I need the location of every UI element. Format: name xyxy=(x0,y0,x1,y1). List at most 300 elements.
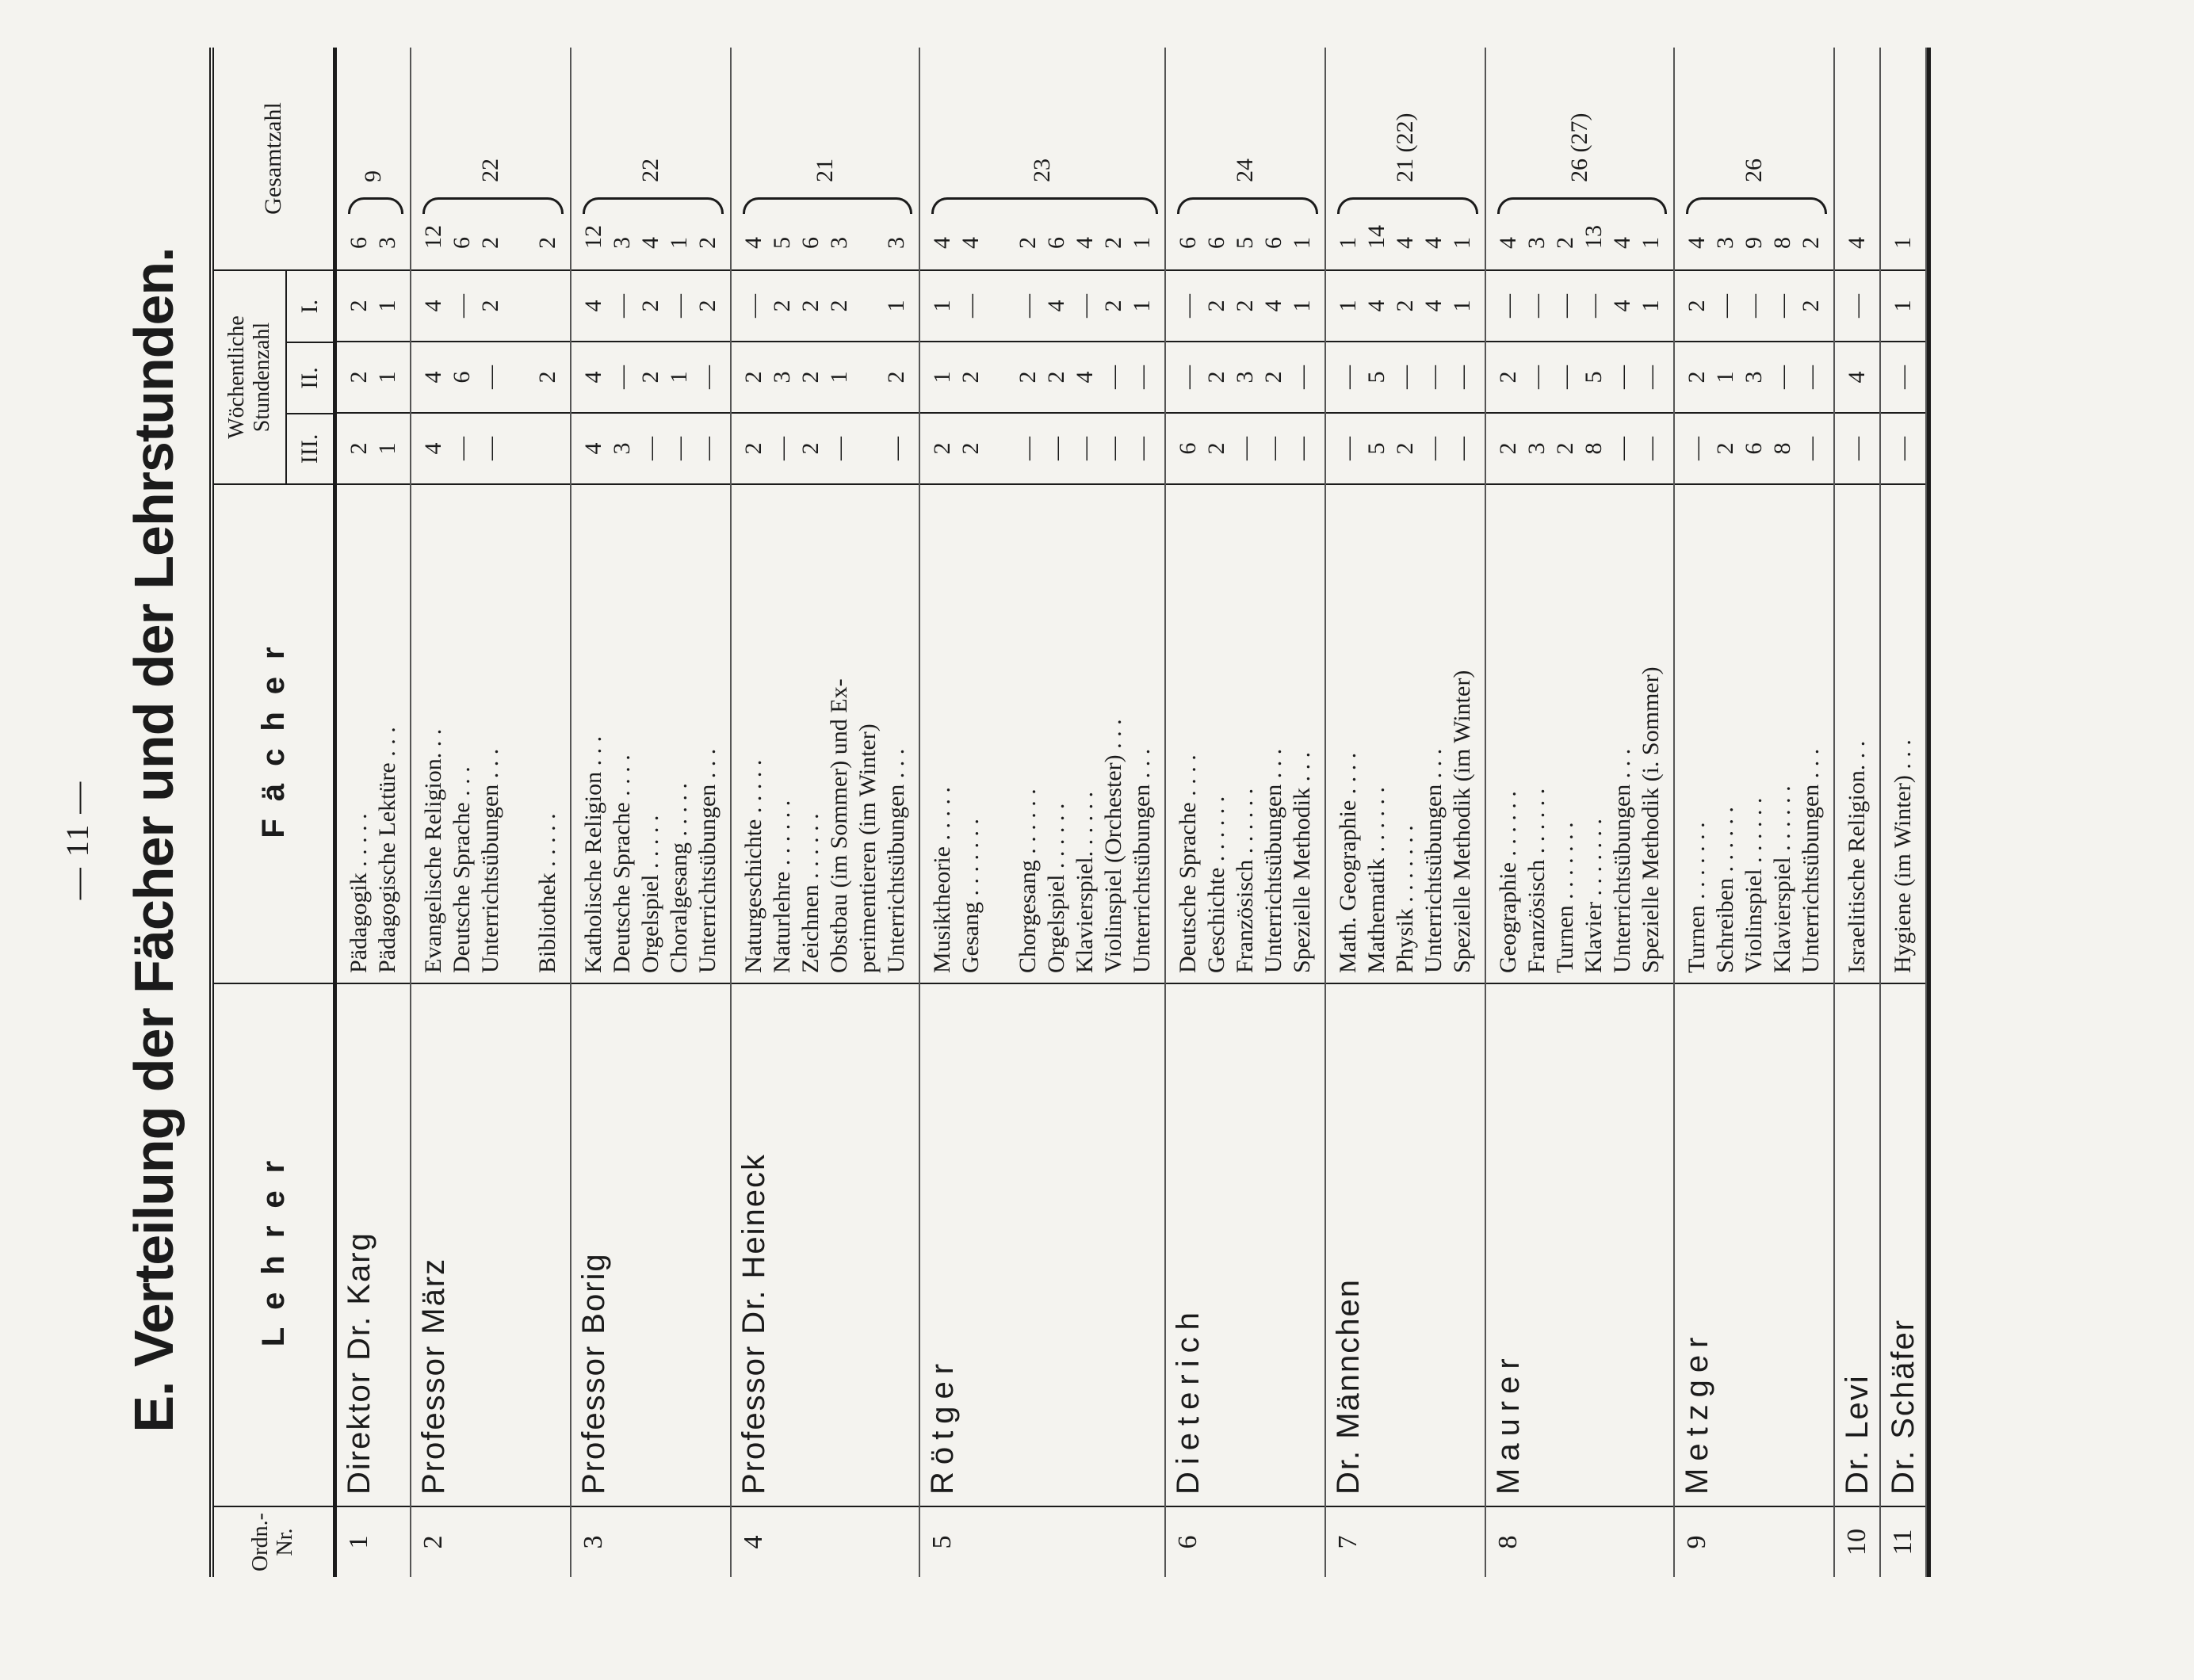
row-total xyxy=(1326,48,1485,269)
header-weekly-label: Wöchentliche Stundenzahl xyxy=(214,271,287,483)
hours-value: 2 xyxy=(1495,371,1521,384)
row-subjects xyxy=(1486,483,1673,983)
row-ord-nr: 2 xyxy=(411,1506,570,1577)
row-hours-ii xyxy=(1835,341,1879,412)
subject-line: Deutsche Sprache . . . xyxy=(449,766,475,973)
total-value: 4 xyxy=(1392,237,1418,249)
row-ord-nr: 8 xyxy=(1486,1506,1673,1577)
table-row xyxy=(920,48,1166,1577)
row-sum: 9 xyxy=(360,170,386,182)
row-hours-i xyxy=(337,269,410,341)
subject-line: Hygiene (im Winter) . . . xyxy=(1890,739,1916,973)
row-total xyxy=(1881,48,1925,269)
hours-value: 2 xyxy=(1232,300,1258,312)
hours-value: 6 xyxy=(1175,442,1201,455)
total-value: 2 xyxy=(534,237,560,249)
total-value: 6 xyxy=(1175,237,1201,249)
hours-value: 4 xyxy=(1363,300,1389,312)
total-brace xyxy=(348,197,403,214)
table-row xyxy=(1881,48,1927,1577)
hours-value: 8 xyxy=(1769,442,1795,455)
subject-line: Deutsche Sprache . . . . xyxy=(1175,754,1201,973)
row-total xyxy=(1166,48,1324,269)
hours-value: — xyxy=(1335,437,1361,460)
total-value: 2 xyxy=(1798,237,1824,249)
total-value: 1 xyxy=(1638,237,1664,249)
hours-value xyxy=(854,414,882,483)
hours-value: — xyxy=(637,437,663,460)
row-hours-i xyxy=(732,269,919,341)
hours-value xyxy=(505,271,533,341)
hours-value: 2 xyxy=(534,371,560,384)
row-total xyxy=(337,48,410,269)
hours-value: — xyxy=(1129,365,1155,389)
subject-line xyxy=(985,485,1014,973)
row-hours-iii xyxy=(1166,412,1324,483)
subject-line: Orgelspiel . . . . . . xyxy=(1043,803,1069,973)
row-hours-iii xyxy=(411,412,570,483)
hours-value: — xyxy=(1798,437,1824,460)
hours-value: 2 xyxy=(1712,442,1738,455)
total-value: 4 xyxy=(957,237,984,249)
hours-value: — xyxy=(694,365,721,389)
hours-value: 2 xyxy=(957,442,984,455)
total-value: 9 xyxy=(1741,237,1767,249)
hours-value xyxy=(854,342,882,412)
row-ord-nr: 6 xyxy=(1166,1506,1324,1577)
subject-line: Obstbau (im Sommer) und Ex- xyxy=(826,678,852,973)
header-class-ii: II. xyxy=(287,342,333,412)
hours-value: 1 xyxy=(1335,300,1361,312)
hours-value: — xyxy=(1420,365,1447,389)
hours-value: 2 xyxy=(346,300,372,312)
hours-value: — xyxy=(1449,437,1475,460)
hours-value: — xyxy=(477,365,503,389)
total-value: 3 xyxy=(609,237,635,249)
subject-line: Unterrichtsübungen . . . xyxy=(694,748,721,973)
subject-line: Französisch . . . . . . xyxy=(1523,788,1550,973)
hours-value: — xyxy=(1232,437,1258,460)
hours-value: 2 xyxy=(1684,300,1710,312)
hours-value: 8 xyxy=(1581,442,1607,455)
row-sum: 26 xyxy=(1741,158,1767,182)
distribution-table xyxy=(209,48,1931,1577)
subject-line: Unterrichtsübungen . . . xyxy=(1260,748,1286,973)
hours-value: 2 xyxy=(797,371,824,384)
hours-value: — xyxy=(1552,294,1578,318)
hours-value: — xyxy=(740,294,766,318)
subject-line: Orgelspiel . . . . . xyxy=(637,815,663,973)
subject-line: Pädagogik . . . . . xyxy=(346,813,372,973)
hours-value: 2 xyxy=(929,442,955,455)
hours-value: — xyxy=(1609,365,1635,389)
hours-value: 1 xyxy=(374,300,400,312)
hours-value: — xyxy=(1844,437,1870,460)
total-value: 3 xyxy=(883,237,909,249)
total-value: 3 xyxy=(1712,237,1738,249)
table-row xyxy=(571,48,732,1577)
row-ord-nr: 7 xyxy=(1326,1506,1485,1577)
row-hours-ii xyxy=(1881,341,1925,412)
hours-value: 2 xyxy=(346,371,372,384)
row-hours-ii xyxy=(732,341,919,412)
subject-line: Deutsche Sprache . . . . xyxy=(609,754,635,973)
row-hours-ii xyxy=(920,341,1164,412)
header-weekly-hours xyxy=(214,269,333,483)
subject-line: Klavierspiel . . . . . . xyxy=(1769,785,1795,973)
hours-value: — xyxy=(1769,365,1795,389)
hours-value: 1 xyxy=(1289,300,1315,312)
hours-value: 2 xyxy=(1260,371,1286,384)
row-total xyxy=(1486,48,1673,269)
hours-value: 3 xyxy=(609,442,635,455)
row-teacher-name: Maurer xyxy=(1486,983,1673,1506)
total-value xyxy=(985,48,1014,249)
row-ord-nr: 3 xyxy=(571,1506,730,1577)
hours-value: 1 xyxy=(929,371,955,384)
total-brace xyxy=(1497,197,1667,214)
hours-value: 2 xyxy=(740,371,766,384)
table-row xyxy=(1326,48,1486,1577)
total-value: 2 xyxy=(1015,237,1041,249)
hours-value: — xyxy=(1638,437,1664,460)
subject-line: Physik . . . . . . . xyxy=(1392,825,1418,973)
hours-value xyxy=(985,414,1014,483)
hours-value: 1 xyxy=(1638,300,1664,312)
hours-value: — xyxy=(1175,365,1201,389)
total-brace xyxy=(743,197,912,214)
hours-value: 2 xyxy=(1100,300,1126,312)
subject-line: Choralgesang . . . . . xyxy=(666,783,692,973)
total-value: 4 xyxy=(1495,237,1521,249)
row-sum: 23 xyxy=(1029,158,1055,182)
total-value: 6 xyxy=(1203,237,1229,249)
row-teacher-name: Professor Dr. Heineck xyxy=(732,983,919,1506)
row-hours-ii xyxy=(1675,341,1833,412)
hours-value: — xyxy=(769,437,795,460)
total-value: 4 xyxy=(740,237,766,249)
rotated-page xyxy=(51,71,2143,1609)
row-sum: 22 xyxy=(477,158,503,182)
row-hours-i xyxy=(920,269,1164,341)
hours-value: — xyxy=(1072,437,1098,460)
row-hours-iii xyxy=(337,412,410,483)
total-value: 4 xyxy=(1684,237,1710,249)
total-value: 1 xyxy=(1449,237,1475,249)
row-ord-nr: 4 xyxy=(732,1506,919,1577)
total-brace xyxy=(1177,197,1318,214)
hours-value: 2 xyxy=(637,371,663,384)
hours-value: 1 xyxy=(1129,300,1155,312)
hours-value: 4 xyxy=(580,442,606,455)
hours-value: 3 xyxy=(1741,371,1767,384)
hours-value: 4 xyxy=(1609,300,1635,312)
header-class-i: I. xyxy=(296,299,323,314)
total-value: 6 xyxy=(1260,237,1286,249)
total-value: 4 xyxy=(637,237,663,249)
hours-value: — xyxy=(1523,294,1550,318)
total-value: 1 xyxy=(1890,237,1916,249)
row-hours-iii xyxy=(1486,412,1673,483)
subject-line: Bibliothek . . . . . xyxy=(534,813,560,973)
hours-value: 2 xyxy=(740,442,766,455)
row-total xyxy=(1835,48,1879,269)
row-teacher-name: Dr. Levi xyxy=(1835,983,1879,1506)
header-class-iii: III. xyxy=(287,413,333,483)
row-hours-iii xyxy=(920,412,1164,483)
hours-value: 2 xyxy=(1495,442,1521,455)
row-hours-ii xyxy=(571,341,730,412)
hours-value: — xyxy=(1015,437,1041,460)
hours-value: 6 xyxy=(449,371,475,384)
row-teacher-name: Rötger xyxy=(920,983,1164,1506)
table-header xyxy=(214,48,337,1577)
hours-value: 4 xyxy=(1043,300,1069,312)
subject-line: Zeichnen . . . . . . xyxy=(797,813,824,973)
subject-line: Französisch . . . . . . xyxy=(1232,788,1258,973)
hours-value: — xyxy=(1890,365,1916,389)
total-value xyxy=(505,48,533,249)
hours-value: 2 xyxy=(1203,442,1229,455)
row-hours-iii xyxy=(571,412,730,483)
hours-value: 6 xyxy=(1741,442,1767,455)
hours-value: — xyxy=(1043,437,1069,460)
hours-value: — xyxy=(1100,437,1126,460)
hours-value: — xyxy=(883,437,909,460)
row-hours-ii xyxy=(1166,341,1324,412)
hours-value: — xyxy=(1175,294,1201,318)
hours-value: 4 xyxy=(1072,371,1098,384)
hours-value: 3 xyxy=(1523,442,1550,455)
total-value: 3 xyxy=(826,237,852,249)
row-sum: 26 (27) xyxy=(1566,113,1592,182)
subject-line: Mathematik . . . . . . xyxy=(1363,787,1389,973)
subject-line: Math. Geographie . . . . xyxy=(1335,752,1361,973)
row-hours-iii xyxy=(732,412,919,483)
hours-value: 1 xyxy=(374,371,400,384)
hours-value: 2 xyxy=(883,371,909,384)
table-row xyxy=(732,48,920,1577)
row-ord-nr: 5 xyxy=(920,1506,1164,1577)
subject-line: Unterrichtsübungen . . . xyxy=(1420,748,1447,973)
hours-value: 4 xyxy=(580,371,606,384)
total-value: 8 xyxy=(1769,237,1795,249)
row-sum: 21 (22) xyxy=(1392,113,1418,182)
row-hours-iii xyxy=(1881,412,1925,483)
hours-value: 1 xyxy=(883,300,909,312)
hours-value: 2 xyxy=(957,371,984,384)
hours-value: — xyxy=(1449,365,1475,389)
subject-line: Geographie . . . . . . xyxy=(1495,791,1521,973)
total-value: 13 xyxy=(1581,225,1607,249)
subject-line: Turnen . . . . . . . xyxy=(1684,822,1710,973)
total-value: 6 xyxy=(797,237,824,249)
total-value: 6 xyxy=(449,237,475,249)
row-teacher-name: Direktor Dr. Karg xyxy=(337,983,410,1506)
hours-value: 4 xyxy=(1420,300,1447,312)
total-value: 4 xyxy=(1844,237,1870,249)
hours-value: 2 xyxy=(637,300,663,312)
row-sum: 24 xyxy=(1232,158,1258,182)
total-value: 1 xyxy=(666,237,692,249)
hours-value: 5 xyxy=(1581,371,1607,384)
header-faecher: Fächer xyxy=(214,483,333,983)
hours-value: — xyxy=(1741,294,1767,318)
subject-line: Turnen . . . . . . . xyxy=(1552,822,1578,973)
hours-value: — xyxy=(826,437,852,460)
hours-value: 3 xyxy=(1232,371,1258,384)
total-value: 2 xyxy=(1552,237,1578,249)
subject-line: Violinspiel . . . . . . xyxy=(1741,797,1767,973)
total-value: 6 xyxy=(346,237,372,249)
total-value: 2 xyxy=(477,237,503,249)
hours-value: — xyxy=(666,437,692,460)
hours-value: — xyxy=(1798,365,1824,389)
hours-value: 2 xyxy=(694,300,721,312)
row-teacher-name: Metzger xyxy=(1675,983,1833,1506)
row-hours-i xyxy=(411,269,570,341)
table-row xyxy=(1675,48,1835,1577)
hours-value: 2 xyxy=(1552,442,1578,455)
hours-value: 1 xyxy=(929,300,955,312)
hours-value: 2 xyxy=(1015,371,1041,384)
total-value: 14 xyxy=(1363,225,1389,249)
row-total xyxy=(411,48,570,269)
hours-value: — xyxy=(1581,294,1607,318)
row-subjects xyxy=(920,483,1164,983)
row-subjects xyxy=(1166,483,1324,983)
hours-value: 2 xyxy=(797,300,824,312)
total-brace xyxy=(1686,197,1827,214)
hours-value: — xyxy=(1844,294,1870,318)
hours-value: 4 xyxy=(580,300,606,312)
subject-line: Schreiben . . . . . . xyxy=(1712,807,1738,973)
row-hours-iii xyxy=(1675,412,1833,483)
hours-value: — xyxy=(1260,437,1286,460)
subject-line: Musiktheorie . . . . . xyxy=(929,787,955,973)
row-sum: 21 xyxy=(812,158,838,182)
row-teacher-name: Dr. Männchen xyxy=(1326,983,1485,1506)
hours-value: — xyxy=(1684,437,1710,460)
row-teacher-name: Professor Borig xyxy=(571,983,730,1506)
hours-value: — xyxy=(1129,437,1155,460)
hours-value: 1 xyxy=(1890,300,1916,312)
hours-value: 3 xyxy=(769,371,795,384)
hours-value: 2 xyxy=(1203,300,1229,312)
hours-value: — xyxy=(666,294,692,318)
hours-value: 4 xyxy=(1260,300,1286,312)
subject-line: perimentieren (im Winter) xyxy=(854,724,881,973)
hours-value xyxy=(533,271,562,341)
subject-line: Naturlehre . . . . . . xyxy=(769,800,795,973)
hours-value: 1 xyxy=(826,371,852,384)
hours-value: — xyxy=(449,437,475,460)
row-hours-ii xyxy=(411,341,570,412)
hours-value xyxy=(854,271,882,341)
total-value: 4 xyxy=(1609,237,1635,249)
row-subjects xyxy=(1881,483,1925,983)
hours-value: — xyxy=(1420,437,1447,460)
subject-line: Gesang . . . . . . . xyxy=(957,819,984,973)
hours-value: — xyxy=(1638,365,1664,389)
hours-value: 2 xyxy=(769,300,795,312)
subject-line: Unterrichtsübungen . . . xyxy=(883,748,909,973)
row-hours-ii xyxy=(337,341,410,412)
hours-value: 2 xyxy=(1203,371,1229,384)
page-title: E. Verteilung der Fächer und der Lehrstunden. xyxy=(123,247,185,1433)
row-teacher-name: Dieterich xyxy=(1166,983,1324,1506)
row-subjects xyxy=(732,483,919,983)
hours-value xyxy=(985,342,1014,412)
total-value: 12 xyxy=(420,225,446,249)
subject-line: Naturgeschichte . . . . . xyxy=(740,759,766,973)
row-hours-i xyxy=(1675,269,1833,341)
row-teacher-name: Dr. Schäfer xyxy=(1881,983,1925,1506)
table-row xyxy=(1835,48,1881,1577)
subject-line: Spezielle Methodik (i. Sommer) xyxy=(1638,666,1664,973)
hours-value: — xyxy=(1495,294,1521,318)
header-total: Gesamtzahl xyxy=(260,102,286,215)
hours-value: 2 xyxy=(1798,300,1824,312)
row-subjects xyxy=(411,483,570,983)
hours-value: — xyxy=(1712,294,1738,318)
subject-line: Unterrichtsübungen . . . xyxy=(1129,748,1155,973)
hours-value: 1 xyxy=(1712,371,1738,384)
table-row xyxy=(411,48,571,1577)
subject-line xyxy=(505,485,533,973)
total-value: 6 xyxy=(1043,237,1069,249)
row-ord-nr: 9 xyxy=(1675,1506,1833,1577)
total-value: 1 xyxy=(1289,237,1315,249)
subject-line: Katholische Religion . . . xyxy=(580,735,606,973)
row-teacher-name: Professor März xyxy=(411,983,570,1506)
hours-value: 4 xyxy=(420,371,446,384)
subject-line: Evangelische Religion. . . xyxy=(420,728,446,973)
total-value: 3 xyxy=(374,237,400,249)
hours-value: — xyxy=(1392,365,1418,389)
header-ord-nr: Ordn.-Nr. xyxy=(214,1506,333,1577)
hours-value: — xyxy=(1100,365,1126,389)
row-sum: 22 xyxy=(637,158,663,182)
subject-line: Unterrichtsübungen . . . xyxy=(1798,748,1824,973)
table-row xyxy=(1166,48,1326,1577)
row-hours-ii xyxy=(1486,341,1673,412)
header-lehrer: Lehrer xyxy=(214,983,333,1506)
total-brace xyxy=(1337,197,1478,214)
row-subjects xyxy=(571,483,730,983)
hours-value: — xyxy=(1552,365,1578,389)
hours-value xyxy=(985,271,1014,341)
total-value: 1 xyxy=(1129,237,1155,249)
hours-value: — xyxy=(694,437,721,460)
hours-value: — xyxy=(1335,365,1361,389)
total-value: 4 xyxy=(929,237,955,249)
subject-line: Violinspiel (Orchester) . . . xyxy=(1100,719,1126,973)
subject-line: Pädagogische Lektüre . . . xyxy=(374,727,400,973)
hours-value: — xyxy=(1523,365,1550,389)
subject-line: Klavier . . . . . . . xyxy=(1581,819,1607,973)
total-value: 12 xyxy=(580,225,606,249)
hours-value: 4 xyxy=(420,300,446,312)
subject-line: Spezielle Methodik . . . xyxy=(1289,751,1315,973)
hours-value: 2 xyxy=(346,442,372,455)
row-total xyxy=(571,48,730,269)
row-hours-i xyxy=(1881,269,1925,341)
row-hours-i xyxy=(1326,269,1485,341)
row-total xyxy=(920,48,1164,269)
total-value: 1 xyxy=(1335,237,1361,249)
hours-value: 2 xyxy=(797,442,824,455)
